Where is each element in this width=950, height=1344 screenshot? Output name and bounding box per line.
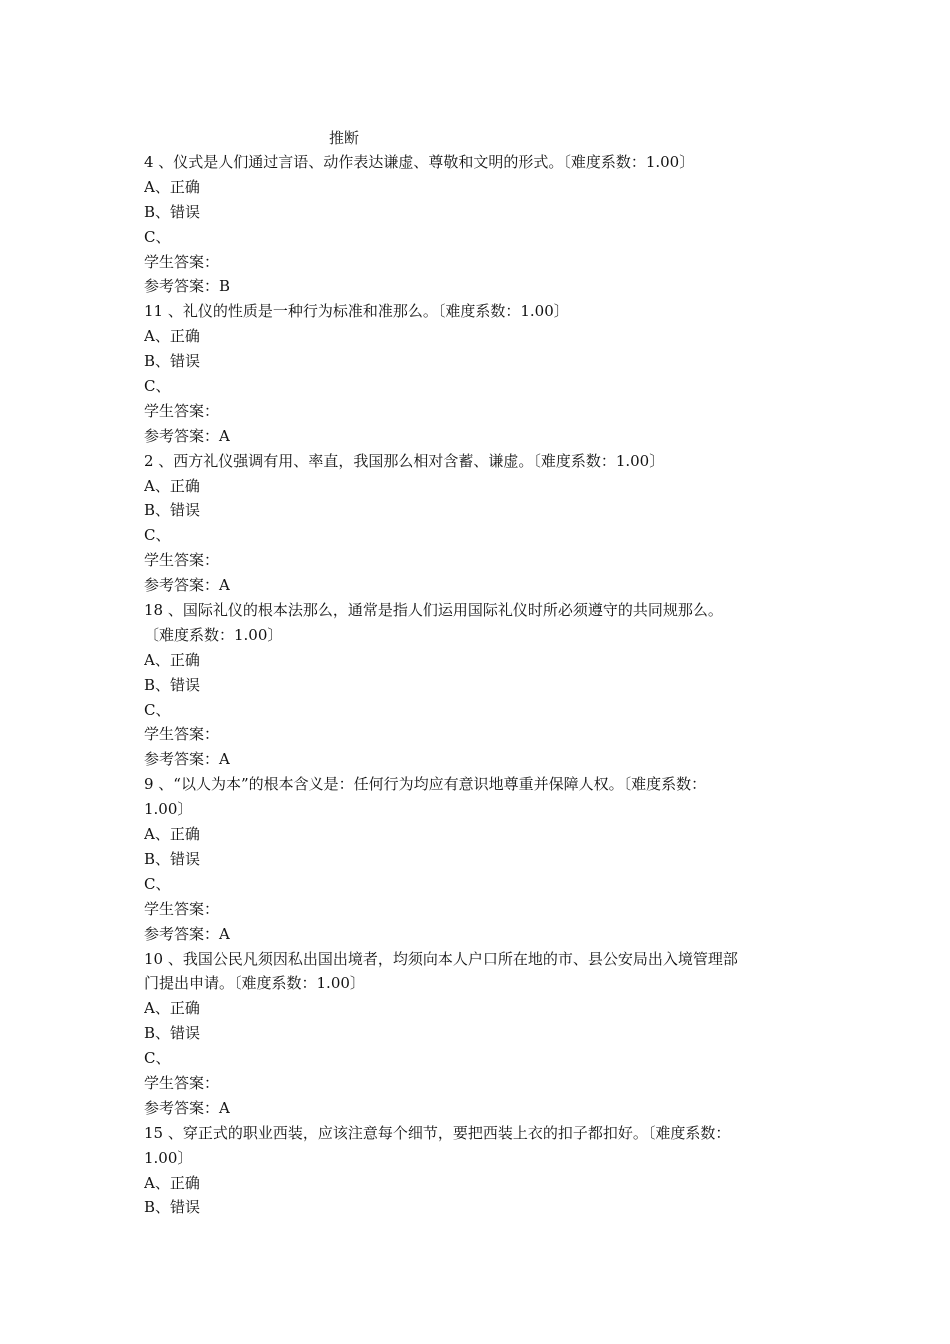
question-block	[144, 299, 809, 448]
answer-option: C、	[144, 1049, 171, 1068]
answer-option: A、正确	[144, 1173, 200, 1192]
question-block	[144, 947, 809, 1121]
student-answer: 学生答案：	[144, 401, 220, 420]
question-text: 门提出申请。〔难度系数：1.00〕	[144, 974, 365, 993]
question-text: 10 、我国公民凡须因私出国出境者，均须向本人户口所在地的市、县公安局出入境管理部	[144, 949, 738, 968]
answer-option: C、	[144, 874, 171, 893]
answer-option: A、正确	[144, 177, 200, 196]
answer-option: B、错误	[144, 202, 201, 221]
reference-answer: 参考答案：B	[144, 277, 231, 296]
student-answer: 学生答案：	[144, 899, 220, 918]
question-text: 2 、西方礼仪强调有用、率直，我国那么相对含蓄、谦虚。〔难度系数：1.00〕	[144, 451, 665, 470]
answer-option: A、正确	[144, 650, 200, 669]
reference-answer: 参考答案：A	[144, 1098, 230, 1117]
answer-option: C、	[144, 526, 171, 545]
student-answer: 学生答案：	[144, 551, 220, 570]
reference-answer: 参考答案：A	[144, 924, 230, 943]
question-block	[144, 449, 809, 598]
question-text: 18 、国际礼仪的根本法那么，通常是指人们运用国际礼仪时所必须遵守的共同规那么。	[144, 601, 723, 620]
student-answer: 学生答案：	[144, 1073, 220, 1092]
question-block	[144, 150, 809, 299]
answer-option: B、错误	[144, 501, 201, 520]
question-text: 11 、礼仪的性质是一种行为标准和准那么。〔难度系数：1.00〕	[144, 302, 569, 321]
question-text: 1.00〕	[144, 800, 193, 819]
answer-option: A、正确	[144, 476, 200, 495]
student-answer: 学生答案：	[144, 725, 220, 744]
question-text: 〔难度系数：1.00〕	[144, 625, 283, 644]
question-list	[144, 150, 809, 1220]
answer-option: B、错误	[144, 1024, 201, 1043]
question-text: 4 、仪式是人们通过言语、动作表达谦虚、尊敬和文明的形式。〔难度系数：1.00〕	[144, 153, 695, 171]
reference-answer: 参考答案：A	[144, 426, 230, 445]
answer-option: B、错误	[144, 675, 201, 694]
reference-answer: 参考答案：A	[144, 576, 230, 595]
question-block	[144, 772, 809, 946]
answer-option: B、错误	[144, 352, 201, 371]
answer-option: C、	[144, 227, 171, 246]
question-block	[144, 1121, 809, 1221]
reference-answer: 参考答案：A	[144, 750, 230, 769]
section-title: 推断	[329, 129, 360, 147]
question-text: 15 、穿正式的职业西装，应该注意每个细节，要把西装上衣的扣子都扣好。〔难度系数：	[144, 1123, 731, 1142]
question-block	[144, 598, 809, 772]
answer-option: A、正确	[144, 825, 200, 844]
answer-option: B、错误	[144, 1198, 201, 1217]
answer-option: A、正确	[144, 999, 200, 1018]
question-text: 1.00〕	[144, 1148, 193, 1167]
question-text: 9 、“以人为本”的根本含义是：任何行为均应有意识地尊重并保障人权。〔难度系数：	[144, 775, 707, 794]
student-answer: 学生答案：	[144, 252, 220, 271]
answer-option: C、	[144, 700, 171, 719]
answer-option: C、	[144, 377, 171, 396]
answer-option: A、正确	[144, 327, 200, 346]
answer-option: B、错误	[144, 849, 201, 868]
